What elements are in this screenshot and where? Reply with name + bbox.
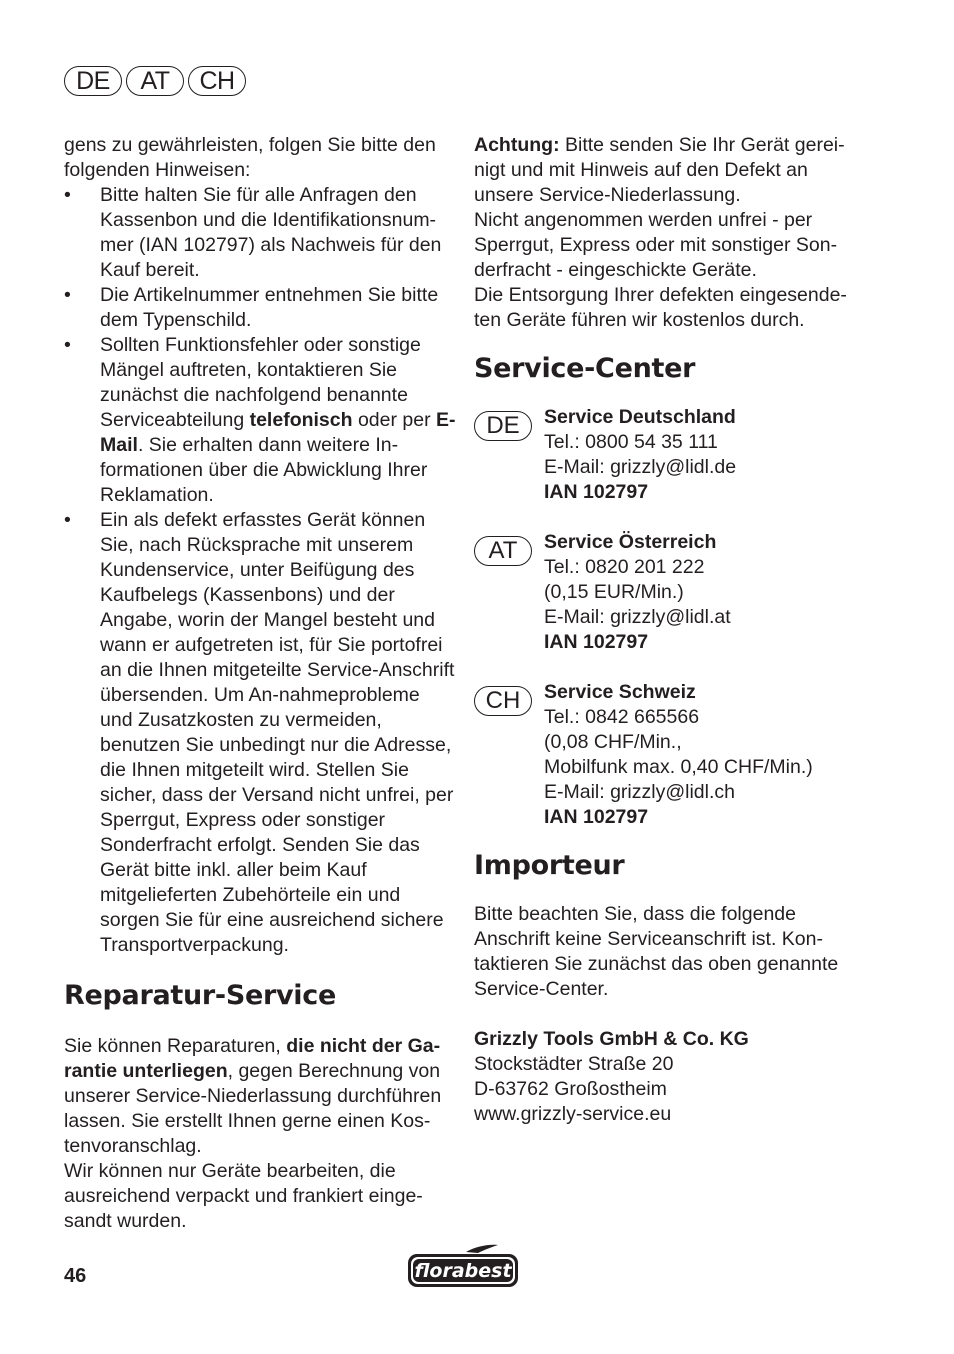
bold-text: Grizzly Tools GmbH & Co. KG: [474, 1028, 749, 1050]
country-badge-at: AT: [474, 536, 532, 566]
service-email: E-Mail: grizzly@lidl.ch: [544, 781, 735, 803]
text-span: Sie können Reparaturen,: [64, 1035, 287, 1057]
country-badge-at: AT: [126, 66, 184, 96]
service-center-heading: Service-Center: [474, 353, 696, 384]
text-span: oder per: [352, 409, 436, 431]
service-phone: Tel.: 0800 54 35 111: [544, 431, 718, 453]
service-title: [544, 680, 854, 705]
company-name: [474, 1027, 854, 1052]
disposal-text: Die Entsorgung Ihrer defekten eingesende-ten Geräte führen wir kostenlos durch.: [474, 284, 847, 331]
florabest-logo: [406, 1244, 520, 1295]
service-block-de: [474, 405, 854, 505]
service-ian: [544, 630, 854, 655]
intro-text: gens zu gewährleisten, folgen Sie bitte den folgenden Hinweisen:: [64, 134, 436, 181]
list-item: • Ein als defekt erfasstes Gerät können Sie, nach Rücksprache mit unserem Kundenservice, unter Beifügung des Kaufbelegs (Kassenbons) und der Angabe, worin der Mangel besteht und wann er aufgetreten ist, für Sie portofrei an die Ihnen mitgeteilte Service-Anschrift übersenden. Um An-nahmeprobleme und Zusatzkosten zu vermeiden, benutzen Sie unbedingt nur die Adresse, die Ihnen mitgeteilt wird. Stellen Sie sicher, dass der Versand nicht unfrei, per Sperrgut, Express oder sonstiger Sonderfracht erfolgt. Senden Sie das Gerät bitte inkl. aller beim Kauf mitgelieferten Zubehörteile ein und sorgen Sie für eine ausreichend sichere Transportverpackung.: [64, 508, 456, 958]
text-span: Sollten Funktionsfehler oder sonstige Mängel auftreten, kontaktieren Sie zunächst die nachfolgend benannte Serviceabteilung: [100, 334, 421, 431]
service-email: E-Mail: grizzly@lidl.at: [544, 606, 731, 628]
list-item: [64, 333, 456, 508]
reparatur-text: [64, 1034, 456, 1159]
service-block-at: [474, 530, 854, 655]
service-phone: Tel.: 0842 665566: [544, 706, 700, 728]
achtung-label: Achtung:: [474, 134, 560, 156]
bold-text: IAN 102797: [544, 631, 649, 653]
bold-text: Service Österreich: [544, 531, 717, 553]
service-email: E-Mail: grizzly@lidl.de: [544, 456, 737, 478]
service-title: [544, 530, 854, 555]
not-accepted-text: Nicht angenommen werden unfrei - per Sperrgut, Express oder mit sonstiger Son-derfracht - eingeschickte Geräte.: [474, 209, 838, 281]
country-badge-ch: CH: [188, 66, 246, 96]
service-price: Mobilfunk max. 0,40 CHF/Min.): [544, 756, 813, 778]
instructions-list: [64, 183, 456, 958]
left-column: [64, 133, 456, 1234]
service-price: (0,15 EUR/Min.): [544, 581, 684, 603]
bold-text: IAN 102797: [544, 481, 649, 503]
importeur-text: Bitte beachten Sie, dass die folgende Anschrift keine Serviceanschrift ist. Kon-taktieren Sie zunächst das oben genannte Service-Center.: [474, 903, 839, 1000]
right-column: [474, 133, 854, 1127]
importeur-heading: Importeur: [474, 850, 625, 881]
company-street: Stockstädter Straße 20: [474, 1053, 674, 1075]
bold-text: E-Mail: [100, 409, 456, 456]
achtung-text: [474, 133, 854, 208]
page-number: 46: [64, 1265, 87, 1287]
company-website: www.grizzly-service.eu: [474, 1103, 672, 1125]
service-phone: Tel.: 0820 201 222: [544, 556, 705, 578]
list-item: • Die Artikelnummer entnehmen Sie bitte dem Typenschild.: [64, 283, 456, 333]
service-ian: [544, 805, 854, 830]
bold-text: Service Schweiz: [544, 681, 696, 703]
text-span: Bitte senden Sie Ihr Gerät gerei-nigt und mit Hinweis auf den Defekt an unsere Service-Niederlassung.: [474, 134, 845, 206]
bold-text: Service Deutschland: [544, 406, 736, 428]
reparatur-heading: Reparatur-Service: [64, 980, 336, 1011]
country-badge-de: DE: [474, 411, 532, 441]
bold-text: IAN 102797: [544, 806, 649, 828]
country-tabs: [64, 66, 246, 96]
logo-text: florabest: [414, 1260, 512, 1282]
service-price: (0,08 CHF/Min.,: [544, 731, 682, 753]
text-span: , gegen Berechnung von unserer Service-Niederlassung durchführen lassen. Sie erstellt Ihnen gerne einen Kos-tenvoranschlag.: [64, 1060, 442, 1157]
text-span: . Sie erhalten dann weitere In-formationen über die Abwicklung Ihrer Reklamation.: [100, 434, 428, 506]
service-ian: [544, 480, 854, 505]
service-block-ch: [474, 680, 854, 830]
florabest-logo-graphic: [406, 1244, 520, 1290]
bold-text: die nicht der Ga-rantie unterliegen: [64, 1035, 441, 1082]
list-item: • Bitte halten Sie für alle Anfragen den Kassenbon und die Identifikationsnum-mer (IAN 102797) als Nachweis für den Kauf bereit.: [64, 183, 456, 283]
reparatur-note: Wir können nur Geräte bearbeiten, die ausreichend verpackt und frankiert einge-sandt wurden.: [64, 1160, 423, 1232]
company-city: D-63762 Großostheim: [474, 1078, 667, 1100]
service-title: [544, 405, 854, 430]
country-badge-de: DE: [64, 66, 122, 96]
bold-text: telefonisch: [249, 409, 353, 431]
country-badge-ch: CH: [474, 686, 532, 716]
